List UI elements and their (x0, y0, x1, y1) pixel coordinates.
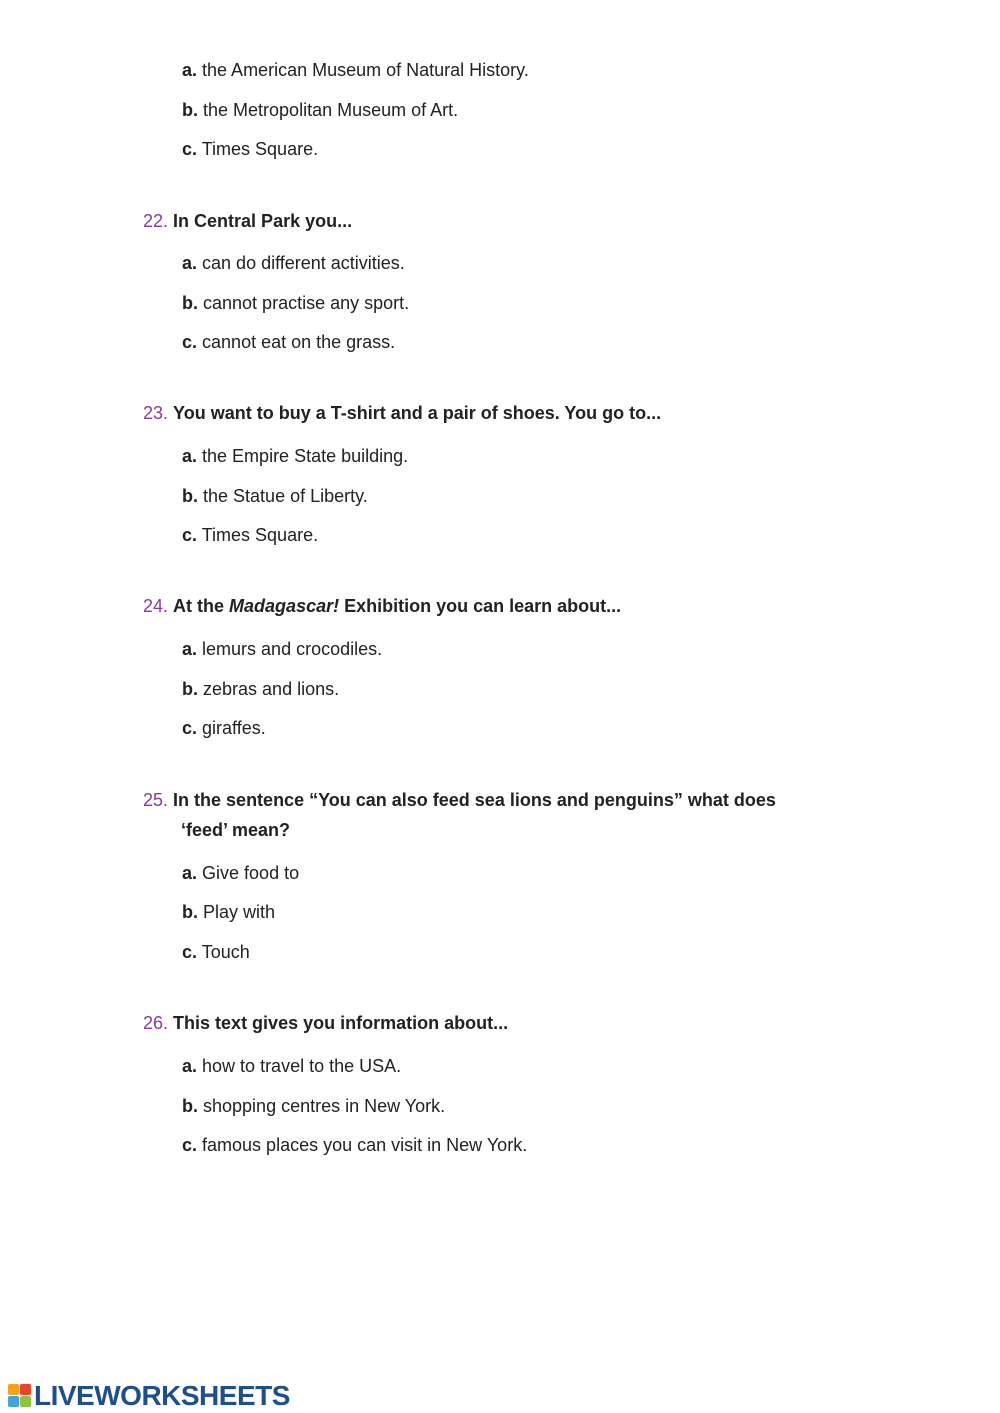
option-text: cannot eat on the grass. (202, 332, 396, 352)
question-text: You want to buy a T-shirt and a pair of shoes. You go to... (173, 403, 662, 423)
question-22 (143, 210, 352, 232)
option-text: how to travel to the USA. (202, 1056, 402, 1076)
option-25-c[interactable] (182, 941, 250, 963)
option-prev-a[interactable] (182, 59, 529, 81)
option-text: giraffes. (202, 718, 266, 738)
option-22-a[interactable] (182, 252, 405, 274)
option-letter: a. (182, 639, 198, 659)
option-letter: a. (182, 60, 198, 80)
option-24-a[interactable] (182, 638, 382, 660)
option-letter: b. (182, 293, 198, 313)
question-text: In Central Park you... (173, 211, 353, 231)
option-25-a[interactable] (182, 862, 299, 884)
question-text: This text gives you information about... (173, 1013, 509, 1033)
option-text: the Statue of Liberty. (203, 486, 368, 506)
option-letter: b. (182, 1096, 198, 1116)
option-text: the Metropolitan Museum of Art. (203, 100, 459, 120)
option-26-c[interactable] (182, 1134, 527, 1156)
question-number: 26. (143, 1013, 169, 1033)
option-text: Times Square. (201, 525, 319, 545)
option-letter: b. (182, 902, 198, 922)
option-letter: c. (182, 525, 198, 545)
question-23 (143, 402, 661, 424)
option-letter: c. (182, 942, 198, 962)
question-text-after: Exhibition you can learn about... (339, 596, 622, 616)
logo-text: LIVEWORKSHEETS (34, 1380, 290, 1411)
question-number: 22. (143, 211, 169, 231)
question-text-italic: Madagascar! (229, 596, 340, 616)
option-letter: a. (182, 253, 198, 273)
option-letter: b. (182, 679, 198, 699)
option-text: Give food to (202, 863, 300, 883)
option-text: zebras and lions. (203, 679, 340, 699)
option-23-c[interactable] (182, 524, 318, 546)
option-text: lemurs and crocodiles. (202, 639, 383, 659)
question-text-before: At the (173, 596, 230, 616)
option-23-b[interactable] (182, 485, 368, 507)
option-letter: b. (182, 100, 198, 120)
option-letter: b. (182, 486, 198, 506)
option-text: the Empire State building. (202, 446, 409, 466)
blocks-icon (8, 1384, 32, 1408)
question-number: 25. (143, 790, 169, 810)
option-text: the American Museum of Natural History. (202, 60, 529, 80)
option-text: cannot practise any sport. (203, 293, 410, 313)
option-22-b[interactable] (182, 292, 409, 314)
option-letter: c. (182, 718, 198, 738)
option-prev-b[interactable] (182, 99, 458, 121)
question-25 (143, 789, 776, 811)
question-25-line2: ‘feed’ mean? (181, 820, 291, 840)
option-letter: a. (182, 863, 198, 883)
option-prev-c[interactable] (182, 138, 318, 160)
option-text: famous places you can visit in New York. (202, 1135, 528, 1155)
option-text: shopping centres in New York. (203, 1096, 446, 1116)
option-text: Play with (203, 902, 276, 922)
question-26 (143, 1012, 508, 1034)
option-letter: c. (182, 332, 198, 352)
question-24 (143, 595, 621, 617)
option-text: Times Square. (201, 139, 319, 159)
option-24-c[interactable] (182, 717, 266, 739)
option-letter: c. (182, 139, 198, 159)
question-number: 23. (143, 403, 169, 423)
question-number: 24. (143, 596, 169, 616)
option-letter: c. (182, 1135, 198, 1155)
option-23-a[interactable] (182, 445, 408, 467)
option-24-b[interactable] (182, 678, 339, 700)
option-26-b[interactable] (182, 1095, 445, 1117)
option-26-a[interactable] (182, 1055, 401, 1077)
option-text: can do different activities. (202, 253, 405, 273)
liveworksheets-logo (8, 1381, 290, 1411)
option-letter: a. (182, 1056, 198, 1076)
option-text: Touch (201, 942, 250, 962)
option-letter: a. (182, 446, 198, 466)
option-22-c[interactable] (182, 331, 395, 353)
option-25-b[interactable] (182, 901, 275, 923)
question-text: In the sentence “You can also feed sea lions and penguins” what does (173, 790, 776, 810)
